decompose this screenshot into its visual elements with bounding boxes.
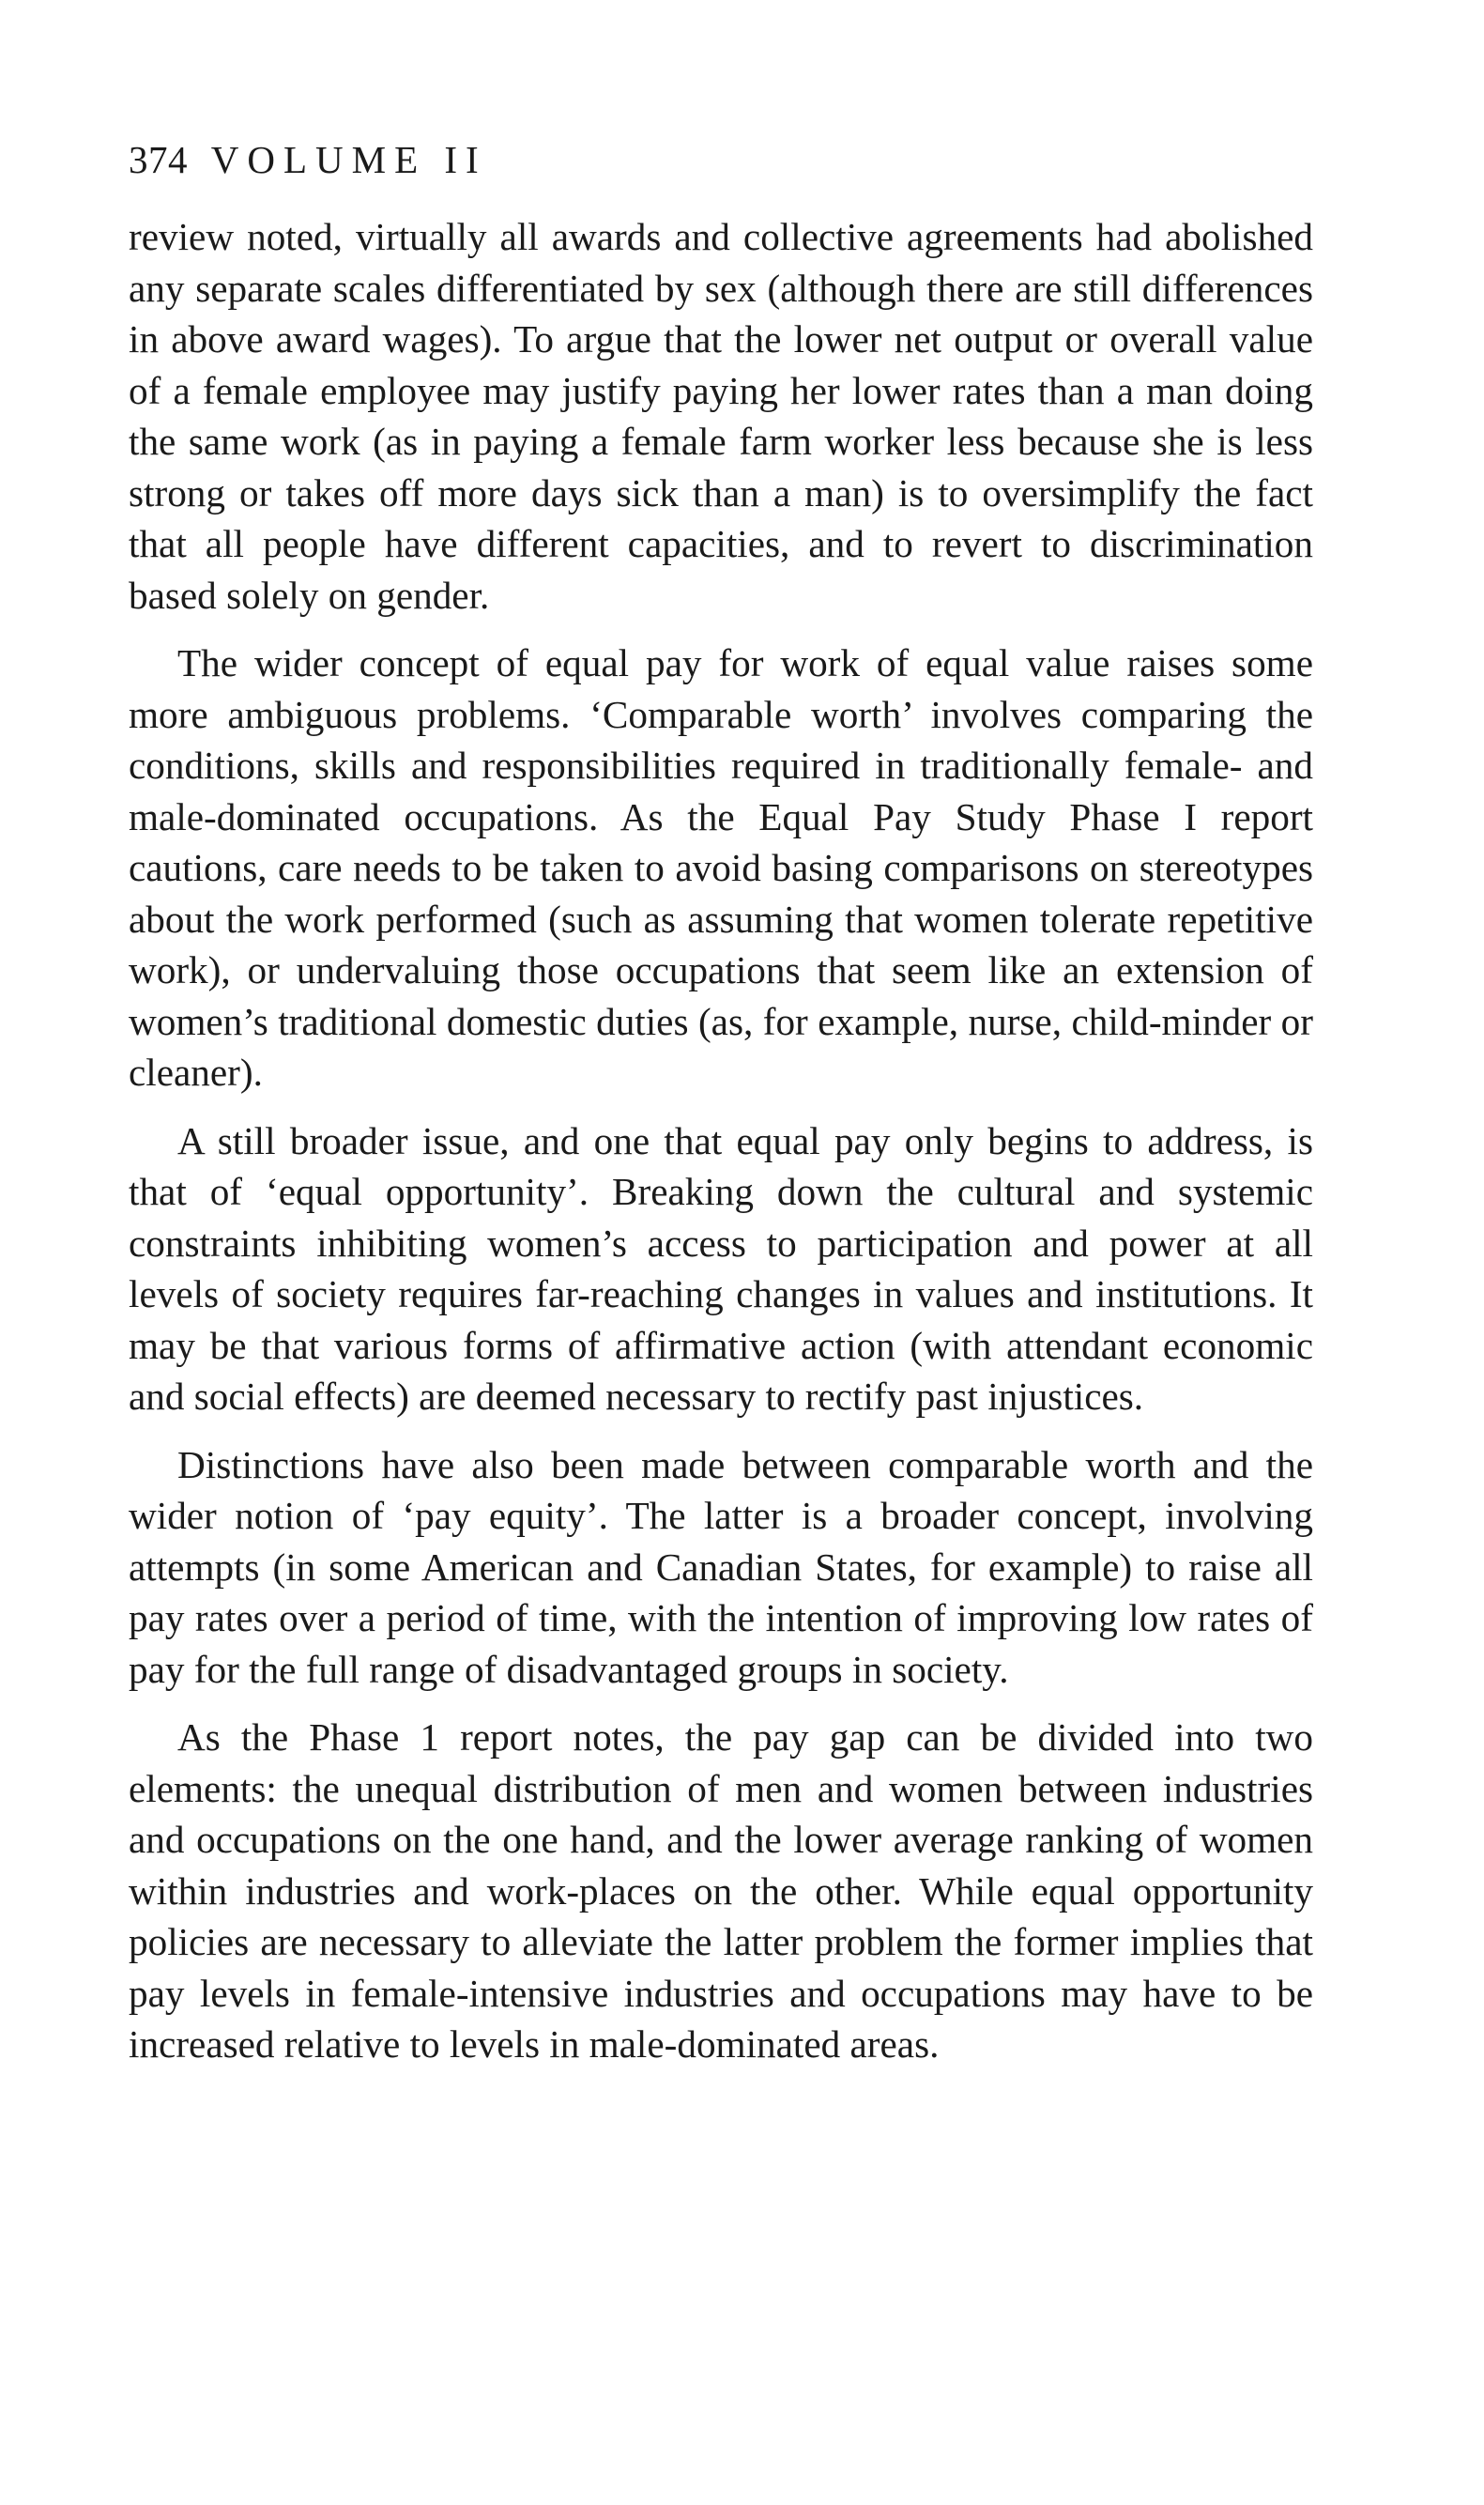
paragraph-equal-opportunity: A still broader issue, and one that equal pay only begins to address, is that of ‘equal opportunity’. Breaking down the cultural and systemic constraints inhibiting women’s access to participation and power at all levels of society requires far-reaching changes in values and institutions. It may be that various forms of affirmative action (with attendant economic and social effects) are deemed necessary to rectify past injustices. bbox=[129, 1118, 1313, 1418]
running-head bbox=[129, 138, 1313, 181]
body-text bbox=[129, 211, 1313, 2070]
paragraph-pay-gap: As the Phase 1 report notes, the pay gap can be divided into two elements: the unequal distribution of men and women between industries and occupations on the one hand, and the lower average ranking of women within industries and work-places on the other. While equal opportunity policies are necessary to alleviate the latter problem the former implies that pay levels in female-intensive industries and occupations may have to be increased relative to levels in male-dominated areas. bbox=[129, 1715, 1313, 2066]
book-page bbox=[129, 138, 1313, 2070]
paragraph-pay-equity: Distinctions have also been made between comparable worth and the wider notion of ‘pay equity’. The latter is a broader concept, involving attempts (in some American and Canadian States, for example) to raise all pay rates over a period of time, with the intention of improving low rates of pay for the full range of disadvantaged groups in society. bbox=[129, 1442, 1313, 1691]
paragraph-continued: review noted, virtually all awards and collective agreements had abolished any separate scales differentiated by sex (although there are still differences in above award wages). To argue that the lower net output or overall value of a female employee may justify paying her lower rates than a man doing the same work (as in paying a female farm worker less because she is less strong or takes off more days sick than a man) is to oversimplify the fact that all people have different capacities, and to revert to discrimination based solely on gender. bbox=[129, 215, 1313, 617]
paragraph-comparable-worth: The wider concept of equal pay for work of equal value raises some more ambiguous problems. ‘Comparable worth’ involves comparing the conditions, skills and responsibilities required in traditionally female- and male-dominated occupations. As the Equal Pay Study Phase I report cautions, care needs to be taken to avoid basing comparisons on stereotypes about the work performed (such as assuming that women tolerate repetitive work), or undervaluing those occupations that seem like an extension of women’s traditional domestic duties (as, for example, nurse, child-minder or cleaner). bbox=[129, 641, 1313, 1094]
page-number: 374 bbox=[129, 138, 188, 181]
volume-label: VOLUME II bbox=[210, 138, 487, 181]
